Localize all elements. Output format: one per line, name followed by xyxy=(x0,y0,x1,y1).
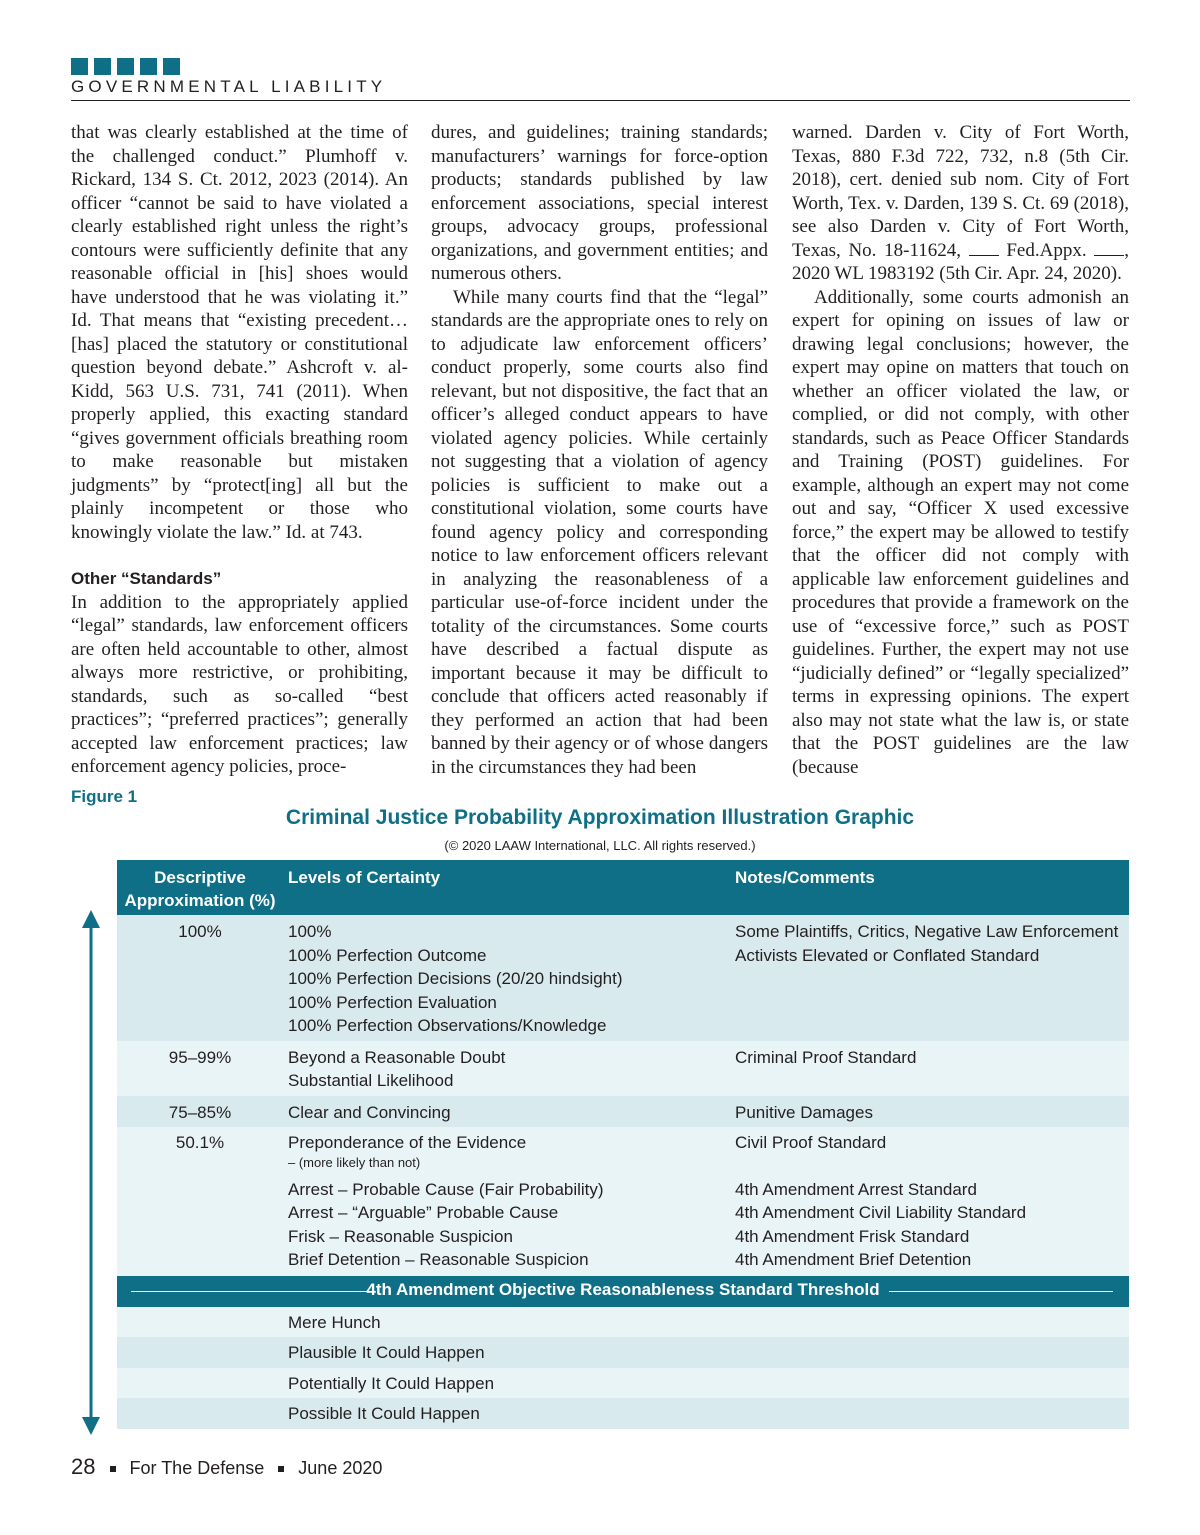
header-text: Approximation (%) xyxy=(124,891,276,910)
level-item: Frisk – Reasonable Suspicion xyxy=(288,1226,513,1246)
column-1 xyxy=(71,121,408,779)
publication-name: For The Defense xyxy=(129,1458,265,1478)
bullet-icon xyxy=(110,1466,116,1472)
section-label: GOVERNMENTAL LIABILITY xyxy=(71,77,387,96)
note-item: Civil Proof Standard xyxy=(735,1133,887,1152)
pct-cell xyxy=(117,1402,283,1426)
table-row xyxy=(117,1368,1129,1399)
threshold-bar xyxy=(117,1276,1129,1307)
level-item: Beyond a Reasonable Doubt xyxy=(288,1047,506,1067)
level-item: 100% Perfection Decisions (20/20 hindsight) xyxy=(288,969,623,988)
levels-cell xyxy=(288,1101,735,1125)
spacer xyxy=(735,1155,1129,1178)
table-row xyxy=(117,915,1129,1041)
table-row xyxy=(117,1127,1129,1276)
level-item: Clear and Convincing xyxy=(288,1102,451,1122)
level-item: Brief Detention – Reasonable Suspicion xyxy=(288,1250,589,1269)
blank-line xyxy=(969,241,999,256)
notes-cell xyxy=(735,1131,1129,1272)
level-item: 100% Perfection Observations/Knowledge xyxy=(288,1016,607,1035)
level-item: Potentially It Could Happen xyxy=(288,1373,495,1393)
header-notes: Notes/Comments xyxy=(735,868,875,887)
note-item: Activists Elevated or Conflated Standard xyxy=(735,945,1040,965)
table-row xyxy=(117,1041,1129,1096)
table-header xyxy=(117,860,1129,915)
header-approximation xyxy=(117,866,283,912)
pct-cell: 75–85% xyxy=(168,1102,232,1122)
threshold-label: 4th Amendment Objective Reasonableness Standard Threshold xyxy=(366,1279,880,1299)
notes-cell xyxy=(735,1046,1129,1093)
note-item: Punitive Damages xyxy=(735,1102,873,1122)
note-item: Criminal Proof Standard xyxy=(735,1047,917,1067)
level-item: 100% Perfection Outcome xyxy=(288,945,487,965)
notes-cell xyxy=(735,1101,1129,1125)
note-item: 4th Amendment Frisk Standard xyxy=(735,1226,970,1246)
paragraph: In addition to the appropriately applied “legal” standards, law enforcement officers are often held accountable to other, almost always more restrictive, or prohibiting, standards, such as so-called “best practices”; “preferred practices”; generally accepted law enforcement practices; law enforcement agency policies, proce- xyxy=(71,591,408,777)
note-item: 4th Amendment Arrest Standard xyxy=(735,1179,977,1199)
level-item: Arrest – Probable Cause (Fair Probability) xyxy=(288,1179,604,1199)
square-icon xyxy=(94,58,111,75)
table-row xyxy=(117,1307,1129,1338)
note-item: 4th Amendment Brief Detention xyxy=(735,1250,972,1269)
paragraph: Additionally, some courts admonish an expert for opining on issues of law or drawing legal conclusions; however, the expert may opine on matters that touch on whether an officer violated the law, or complied, or did not comply, with other standards, such as Peace Officer Standards and Training (POST) guidelines. For example, although an expert may not come out and say, “Officer X used excessive force,” the expert may be allowed to testify that the officer did not comply with applicable law enforcement guidelines and procedures that provide a framework on the use of “excessive force,” such as POST guidelines. Further, the expert may not use “judicially defined” or “legally specialized” terms in expressing opinions. The expert also may not state what the law is, or state that the POST guidelines are the law (because xyxy=(792,286,1129,778)
square-icon xyxy=(117,58,134,75)
double-arrow-icon xyxy=(80,910,102,1435)
level-item: Mere Hunch xyxy=(288,1312,381,1332)
blank-line xyxy=(1094,241,1124,256)
note-item: Some Plaintiffs, Critics, Negative Law Enforcement xyxy=(735,922,1119,941)
level-item: Substantial Likelihood xyxy=(288,1071,454,1090)
pct-cell xyxy=(117,1341,283,1365)
pct-cell: 100% xyxy=(178,922,222,941)
levels-cell xyxy=(288,920,735,1038)
pct-cell: 50.1% xyxy=(175,1133,225,1152)
pct-cell xyxy=(117,1311,283,1335)
column-3 xyxy=(792,121,1129,779)
figure-label: Figure 1 xyxy=(71,787,138,806)
level-item: 100% xyxy=(288,922,332,941)
figure-copyright: (© 2020 LAAW International, LLC. All rights reserved.) xyxy=(444,838,756,853)
level-item: Possible It Could Happen xyxy=(288,1404,480,1423)
citation-text: , 2020 WL 1983192 (5th Cir. Apr. 24, 2020). xyxy=(792,239,1130,284)
citation-text: Fed.Appx. xyxy=(1006,239,1087,261)
header-text: Descriptive xyxy=(154,868,246,887)
level-item: Plausible It Could Happen xyxy=(288,1343,485,1362)
header-rule xyxy=(71,100,1130,101)
square-icon xyxy=(140,58,157,75)
page-footer xyxy=(71,1454,382,1480)
table-row xyxy=(117,1096,1129,1128)
level-note: – (more likely than not) xyxy=(288,1154,421,1170)
table-row xyxy=(117,1398,1129,1429)
paragraph: dures, and guidelines; training standards; manufacturers’ warnings for force-option products; standards published by law enforcement associations, special interest groups, advocacy groups, professional organizations, and government entities; and numerous others. xyxy=(431,122,768,284)
square-icon xyxy=(163,58,180,75)
level-item: Preponderance of the Evidence xyxy=(288,1133,527,1152)
pct-cell xyxy=(117,1372,283,1396)
table-row xyxy=(117,1337,1129,1368)
publication-date: June 2020 xyxy=(298,1458,383,1478)
paragraph: that was clearly established at the time of the challenged conduct.” Plumhoff v. Rickard, 134 S. Ct. 2012, 2023 (2014). An officer “cannot be said to have violated a clearly established right unless the right’s contours were sufficiently definite that any reasonable official in [his] shoes would have understood that he was violating it.” Id. That means that “existing precedent… [has] placed the statutory or constitutional question beyond debate.” Ashcroft v. al-Kidd, 563 U.S. 731, 741 (2011). When properly applied, this exacting standard “gives government officials breathing room to make reasonable but mistaken judgments” by “protect[ing] all but the plainly incompetent or those who knowingly violate the law.” Id. at 743. xyxy=(71,122,408,543)
level-item: Arrest – “Arguable” Probable Cause xyxy=(288,1203,559,1222)
header-levels: Levels of Certainty xyxy=(288,868,441,887)
paragraph: While many courts find that the “legal” standards are the appropriate ones to rely on to adjudicate law enforcement officers’ conduct properly, some courts also find relevant, but not dispositive, the fact that an officer’s alleged conduct appears to have violated agency policies. While certainly not suggesting that a violation of agency policies is sufficient to make out a constitutional violation, some courts have found agency policy and corresponding notice to law enforcement officers relevant in analyzing the reasonableness of a particular use-of-force incident under the totality of the circumstances. Some courts have described a factual dispute as important because it may be difficult to conclude that officers acted reasonably if they performed an action that had been banned by their agency or of whose dangers in the circumstances they had been xyxy=(431,286,768,778)
section-squares xyxy=(71,58,180,75)
page-number: 28 xyxy=(71,1454,96,1479)
citation-text: warned. Darden v. City of Fort Worth, Texas, 880 F.3d 722, 732, n.8 (5th Cir. 2018), cert. denied sub nom. City of Fort Worth, Tex. v. Darden, 139 S. Ct. 69 (2018), see also Darden v. City of Fort Worth, Texas, No. 18-11624, xyxy=(792,122,1129,261)
note-item: 4th Amendment Civil Liability Standard xyxy=(735,1203,1027,1222)
figure-title: Criminal Justice Probability Approximation Illustration Graphic xyxy=(285,806,915,829)
paragraph xyxy=(792,121,1129,286)
level-item: 100% Perfection Evaluation xyxy=(288,992,497,1012)
bullet-icon xyxy=(278,1466,284,1472)
square-icon xyxy=(71,58,88,75)
subheading: Other “Standards” xyxy=(71,569,222,588)
probability-table xyxy=(117,860,1129,1429)
pct-cell: 95–99% xyxy=(168,1047,232,1067)
column-2 xyxy=(431,121,768,779)
levels-cell xyxy=(288,1131,735,1272)
notes-cell xyxy=(735,920,1129,1038)
levels-cell xyxy=(288,1046,735,1093)
